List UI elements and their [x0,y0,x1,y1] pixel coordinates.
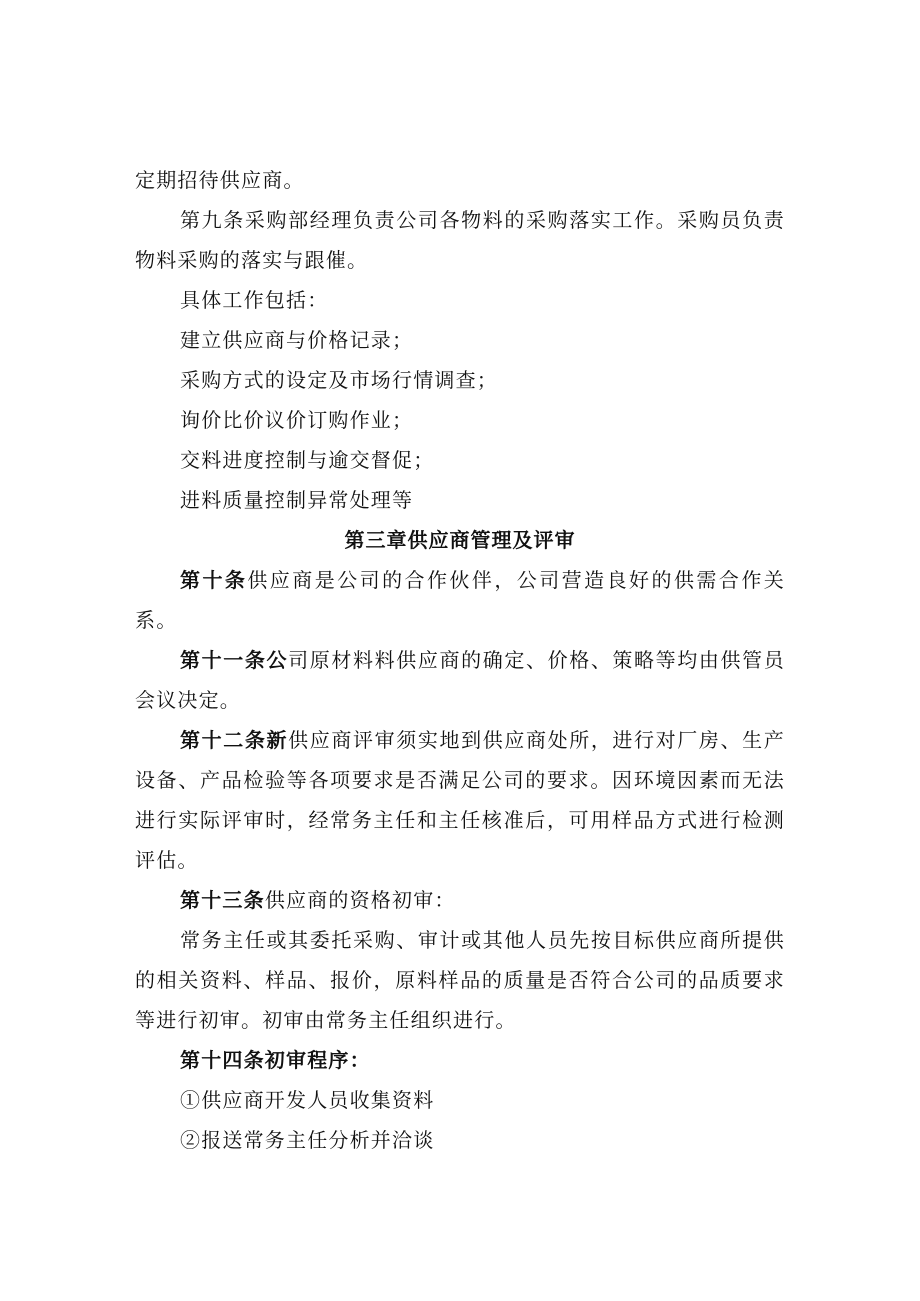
article-13-text: 供应商的资格初审： [264,888,456,912]
article-10 [135,560,785,640]
procedure-step-2: ②报送常务主任分析并洽谈 [180,1128,435,1152]
article-9: 第九条采购部经理负责公司各物料的采购落实工作。采购员负责物料采购的落实与跟催。 [135,208,785,272]
article-11-text: 司原材料料供应商的确定、价格、策略等均由供管员会议决定。 [135,648,785,712]
article-11 [135,640,785,720]
work-item-2: 采购方式的设定及市场行情调查； [180,368,498,392]
article-10-label: 第十条 [180,568,248,592]
article-13 [135,880,785,920]
article-12 [135,720,785,880]
article-13-label: 第十三条 [180,888,265,912]
article-13-body: 常务主任或其委托采购、审计或其他人员先按目标供应商所提供的相关资料、样品、报价，原料样品的质量是否符合公司的品质要求等进行初审。初审由常务主任组织进行。 [135,928,785,1032]
chapter-title: 第三章供应商管理及评审 [344,528,576,552]
article-14-title: 第十四条初审程序： [180,1048,371,1072]
paragraph-continuation: 定期招待供应商。 [135,168,305,192]
article-11-label: 第十一条公 [180,648,289,672]
work-item-3: 询价比价议价订购作业； [180,408,414,432]
procedure-step-1: ①供应商开发人员收集资料 [180,1088,435,1112]
article-12-label: 第十二条新 [180,728,289,752]
document-body [135,160,785,1160]
article-12-text: 供应商评审须实地到供应商处所，进行对厂房、生产设备、产品检验等各项要求是否满足公司的要求。因环境因素而无法进行实际评审时，经常务主任和主任核准后，可用样品方式进行检测评估。 [135,728,785,872]
work-scope-heading: 具体工作包括： [180,288,329,312]
article-10-text: 供应商是公司的合作伙伴，公司营造良好的供需合作关系。 [135,568,785,632]
work-item-5: 进料质量控制异常处理等 [180,488,414,512]
work-item-4: 交料进度控制与逾交督促； [180,448,435,472]
work-item-1: 建立供应商与价格记录； [180,328,414,352]
